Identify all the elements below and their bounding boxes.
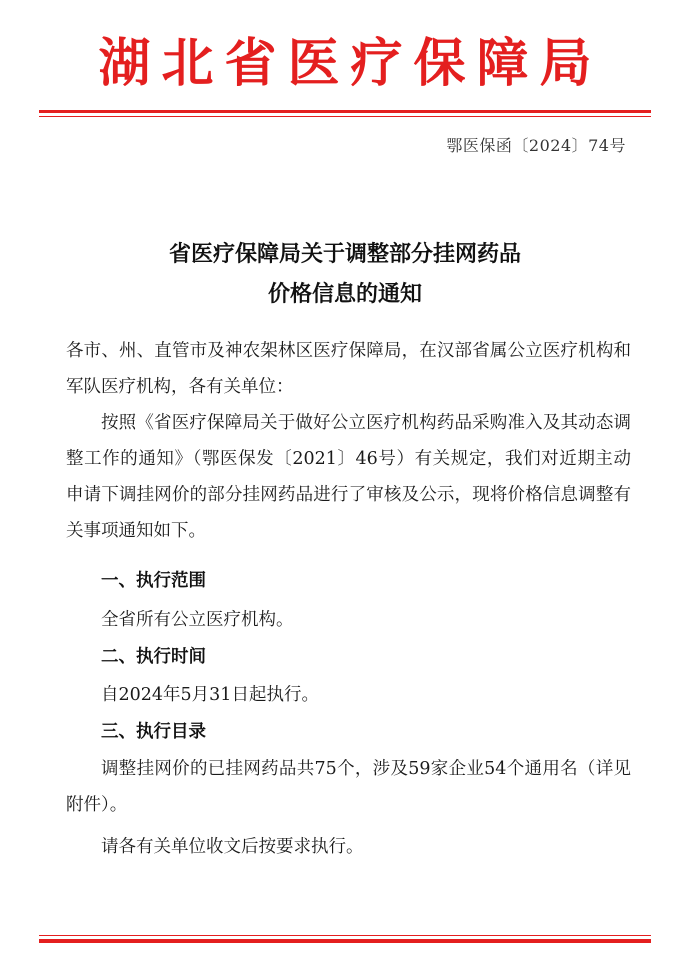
footer-rule-thick [39, 939, 651, 943]
issuer-masthead: 湖北省医疗保障局 [98, 34, 603, 94]
header-rule-thick [39, 110, 651, 113]
section-3-text: 调整挂网价的已挂网药品共75个，涉及59家企业54个通用名（详见附件）。 [66, 759, 631, 815]
footer-rule-thin [39, 935, 651, 936]
section-2-heading: 二、执行时间 [101, 647, 206, 667]
salutation: 各市、州、直管市及神农架林区医疗保障局，在汉部省属公立医疗机构和军队医疗机构，各有关单位： [66, 341, 631, 397]
closing-line: 请各有关单位收文后按要求执行。 [101, 837, 364, 857]
section-3-heading: 三、执行目录 [101, 722, 206, 742]
header-rule-thin [39, 116, 651, 117]
section-2-text: 自2024年5月31日起执行。 [101, 685, 319, 705]
document-number: 鄂医保函〔2024〕74号 [446, 136, 626, 155]
section-1-heading: 一、执行范围 [101, 571, 206, 591]
section-1-text: 全省所有公立医疗机构。 [101, 610, 294, 630]
document-title-line-2: 价格信息的通知 [267, 282, 422, 307]
document-title-line-1: 省医疗保障局关于调整部分挂网药品 [168, 242, 521, 267]
intro-paragraph: 按照《省医疗保障局关于做好公立医疗机构药品采购准入及其动态调整工作的通知》（鄂医保发〔2021〕46号）有关规定，我们对近期主动申请下调挂网价的部分挂网药品进行了审核及公示，现将价格信息调整有关事项通知如下。 [66, 413, 631, 541]
